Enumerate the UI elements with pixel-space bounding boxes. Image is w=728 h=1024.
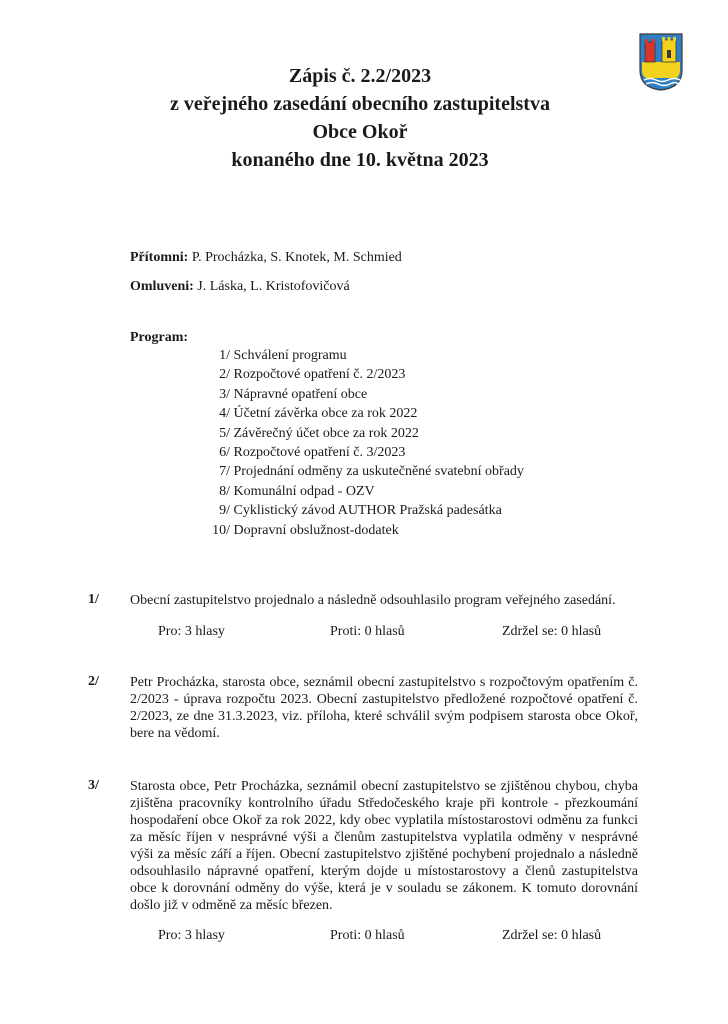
list-item (200, 365, 524, 384)
list-item (200, 482, 524, 501)
excused-names: J. Láska, L. Kristofovičová (197, 279, 350, 294)
title-line-4: konaného dne 10. května 2023 (231, 149, 489, 171)
vote-pro: Pro: 3 hlasy (158, 928, 225, 943)
program-item-number: 4/ (219, 406, 230, 422)
program-item-text: Komunální odpad - OZV (233, 483, 375, 499)
program-item-number: 10/ (212, 522, 230, 538)
list-item (200, 501, 524, 520)
list-item (200, 443, 524, 462)
program-item-text: Schválení programu (233, 348, 347, 363)
list-item (200, 346, 524, 365)
vote-zdrzel: Zdržel se: 0 hlasů (502, 928, 602, 943)
present-label: Přítomni: (130, 250, 189, 265)
program-item-number: 2/ (219, 367, 230, 383)
section-3-number: 3/ (88, 778, 99, 793)
program-label: Program: (130, 330, 189, 345)
program-item-text: Nápravné opatření obce (233, 386, 368, 402)
present-row (130, 250, 402, 266)
list-item (200, 404, 524, 423)
title-line-1: Zápis č. 2.2/2023 (288, 65, 432, 87)
excused-row (130, 279, 350, 295)
section-1-text: Obecní zastupitelstvo projednalo a následně odsouhlasilo program veřejného zasedání. (130, 593, 616, 608)
list-item (200, 521, 524, 540)
program-item-number: 9/ (219, 503, 230, 519)
title-line-3: Obce Okoř (312, 121, 408, 143)
program-item-number: 5/ (219, 425, 230, 441)
program-item-text: Závěrečný účet obce za rok 2022 (233, 425, 419, 441)
section-2-text: Petr Procházka, starosta obce, seznámil obecní zastupitelstvo s rozpočtovým opatřením č. 2/2023 - úprava rozpočtu 2023. Obecní zastupitelstvo předložené rozpočtové opatření č. 2/2023, ze dne 31.3.2023, viz. příloha, které schválil svým podpisem starosta obce Okoř, bere na vědomí. (130, 675, 638, 741)
section-1-number: 1/ (88, 592, 99, 607)
program-item-text: Rozpočtové opatření č. 2/2023 (233, 367, 406, 383)
program-item-text: Cyklistický závod AUTHOR Pražská padesátka (233, 503, 502, 519)
program-item-number: 7/ (219, 464, 230, 480)
program-item-number: 6/ (219, 444, 230, 460)
list-item (200, 462, 524, 481)
excused-label: Omluveni: (130, 279, 194, 294)
section-2-number: 2/ (88, 674, 99, 689)
section-3-text: Starosta obce, Petr Procházka, seznámil obecní zastupitelstvo se zjištěnou chybou, chyba zjištěna pracovníky kontrolního úřadu Středočeského kraje při kontrole - přezkoumání hospodaření obce Okoř za rok 2022, kdy obec vyplatila místostarostovi odměnu za funkci za měsíc říjen v nesprávné výši a členům zastupitelstva vyplatila odměny v nesprávné výši za měsíc září a říjen. Obecní zastupitelstvo zjištěné pochybení projednalo a následně odsouhlasilo nápravné opatření, kterým dojde u místostarostovy a členů zastupitelstva obce k dorovnání odměny do výše, která je v souladu se zákonem. K tomuto dorovnání došlo již v odměně za měsíc březen. (130, 779, 638, 913)
document-title (60, 62, 660, 174)
list-item (200, 424, 524, 443)
vote-pro: Pro: 3 hlasy (158, 624, 225, 639)
list-item (200, 385, 524, 404)
program-item-text: Účetní závěrka obce za rok 2022 (233, 406, 418, 422)
vote-proti: Proti: 0 hlasů (330, 928, 405, 943)
program-item-text: Rozpočtové opatření č. 3/2023 (233, 444, 406, 460)
vote-zdrzel: Zdržel se: 0 hlasů (502, 624, 602, 639)
program-item-text: Projednání odměny za uskutečněné svatební obřady (233, 464, 524, 480)
program-item-text: Dopravní obslužnost-dodatek (233, 522, 399, 538)
program-item-number: 3/ (219, 386, 230, 402)
program-item-number: 8/ (219, 483, 230, 499)
title-line-2: z veřejného zasedání obecního zastupitelstva (170, 93, 550, 115)
program-list (200, 346, 524, 540)
present-names: P. Procházka, S. Knotek, M. Schmied (191, 250, 402, 265)
vote-proti: Proti: 0 hlasů (330, 624, 405, 639)
program-item-number: 1/ (219, 348, 230, 363)
